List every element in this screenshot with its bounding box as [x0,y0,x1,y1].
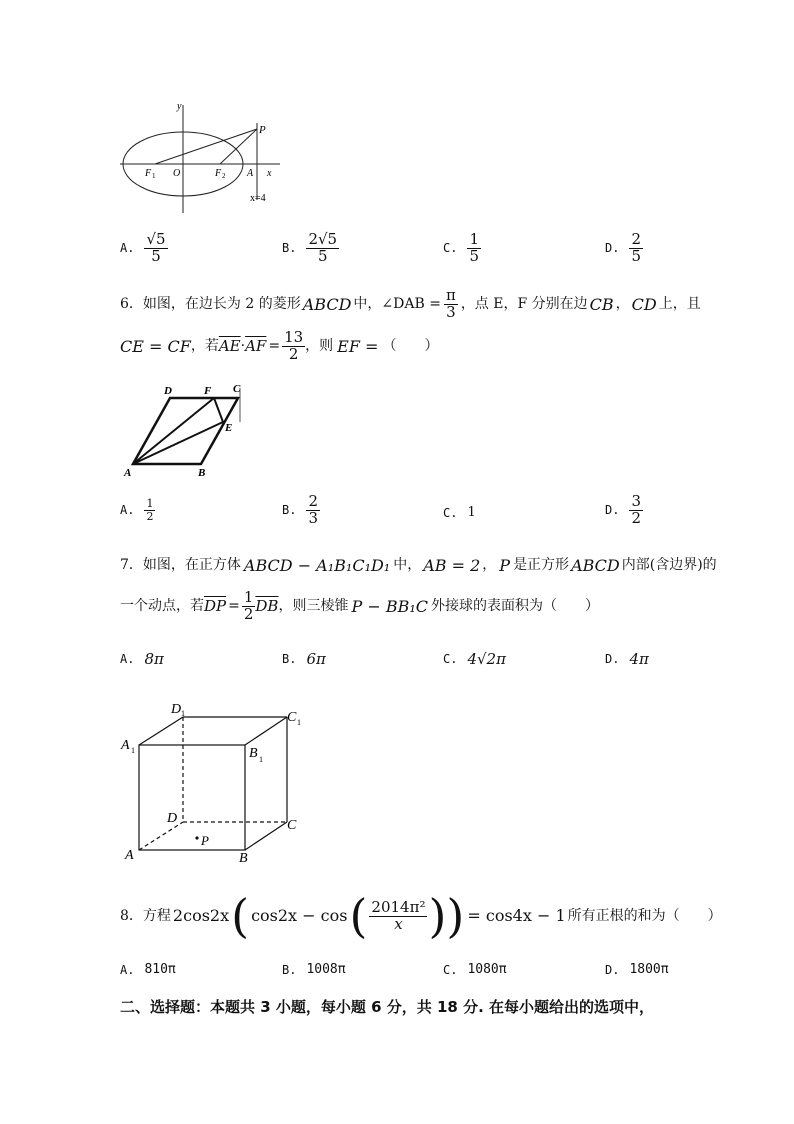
rhombus-a-label: A [124,467,132,478]
q6-option-b[interactable]: B. $\frac{2}{3}$ [282,492,318,527]
q8-stem: 8．方程 2cos2x ( cos2x − cos ( $\frac{\text{2014π²}}{x}$ )) = cos4x − 1 所有正根的和为（ ） [120,889,722,943]
point-a-label: A [247,168,254,179]
rhombus-figure [118,378,253,478]
q8-option-d[interactable]: D. 1800π [605,962,669,977]
point-o-label: O [173,168,181,179]
point-f2-label: F [215,168,222,179]
q5-option-c[interactable]: C. $\frac{1}{5}$ [443,230,479,265]
q5-option-d[interactable]: D. $\frac{2}{5}$ [605,230,641,265]
q6-stem-line1: 6．如图，在边长为 2 的菱形 ABCD 中，∠DAB = $\frac{\pi}{3}$ ，点 E，F 分别在边 CB ， CD 上，且 [120,286,701,321]
q5-option-b[interactable]: B. $\frac{2√5}{5}$ [282,230,338,265]
q8-option-c[interactable]: C. 1080π [443,962,507,977]
section-2-heading: 二、选择题：本题共 3 小题，每小题 6 分，共 18 分. 在每小题给出的选项中， [120,998,655,1016]
y-axis-label: y [177,101,182,112]
cube-c1-label: C [287,710,297,725]
q7-stem-line2: 一个动点，若 $\overline{DP}$ = $\frac{1}{2}$ $\overline{DB}$ ，则三棱锥 P − BB₁C 外接球的表面积为（ ） [120,588,599,623]
q7-option-d[interactable]: D. 4π [605,650,649,668]
svg-text:1: 1 [259,755,263,764]
cube-b-label: B [239,851,248,866]
cube-d1-label: D [171,702,182,717]
q7-stem-line1: 7．如图，在正方体 ABCD − A₁B₁C₁D₁ 中， AB = 2 ， P 是正方形 ABCD 内部(含边界)的 [120,556,717,575]
svg-text:1: 1 [297,718,301,727]
q8-option-a[interactable]: A. 810π [120,962,176,977]
point-f2-sub: 2 [222,172,226,180]
rhombus-e-label: E [225,422,233,434]
cube-figure [115,695,315,870]
line-x4-label: x=4 [250,193,266,204]
rhombus-c-label: C [233,383,241,395]
q8-option-b[interactable]: B. 1008π [282,962,346,977]
rhombus-f-label: F [204,385,212,397]
q6-option-d[interactable]: D. $\frac{3}{2}$ [605,492,641,527]
q5-option-a[interactable]: A. $\frac{√5}{5}$ [120,230,166,265]
q7-option-c[interactable]: C. 4√2π [443,650,506,668]
rhombus-b-label: B [198,467,206,478]
q7-option-b[interactable]: B. 6π [282,650,326,668]
q7-option-a[interactable]: A. 8π [120,650,164,668]
x-axis-label: x [267,168,272,179]
ellipse-figure [115,95,285,220]
svg-text:1: 1 [131,746,135,755]
cube-a-label: A [125,848,134,863]
q6-option-a[interactable]: A. $\frac{1}{2}$ [120,497,154,523]
point-p-label: P [259,124,266,136]
cube-a1-label: A [121,738,130,753]
cube-b1-label: B [249,746,258,761]
rhombus-d-label: D [164,385,172,397]
point-f1-label: F [145,168,152,179]
point-f1-sub: 1 [152,172,156,180]
cube-d-label: D [167,811,178,826]
q6-stem-line2: CE = CF ，若 $\overline{AE}$ · $\overline{AF}$ = $\frac{13}{2}$ ，则 EF = （ ） [120,328,439,363]
svg-text:1: 1 [181,709,185,718]
cube-p-label: P [201,833,209,848]
q6-option-c[interactable]: C. 1 [443,505,476,520]
cube-c-label: C [287,818,297,833]
